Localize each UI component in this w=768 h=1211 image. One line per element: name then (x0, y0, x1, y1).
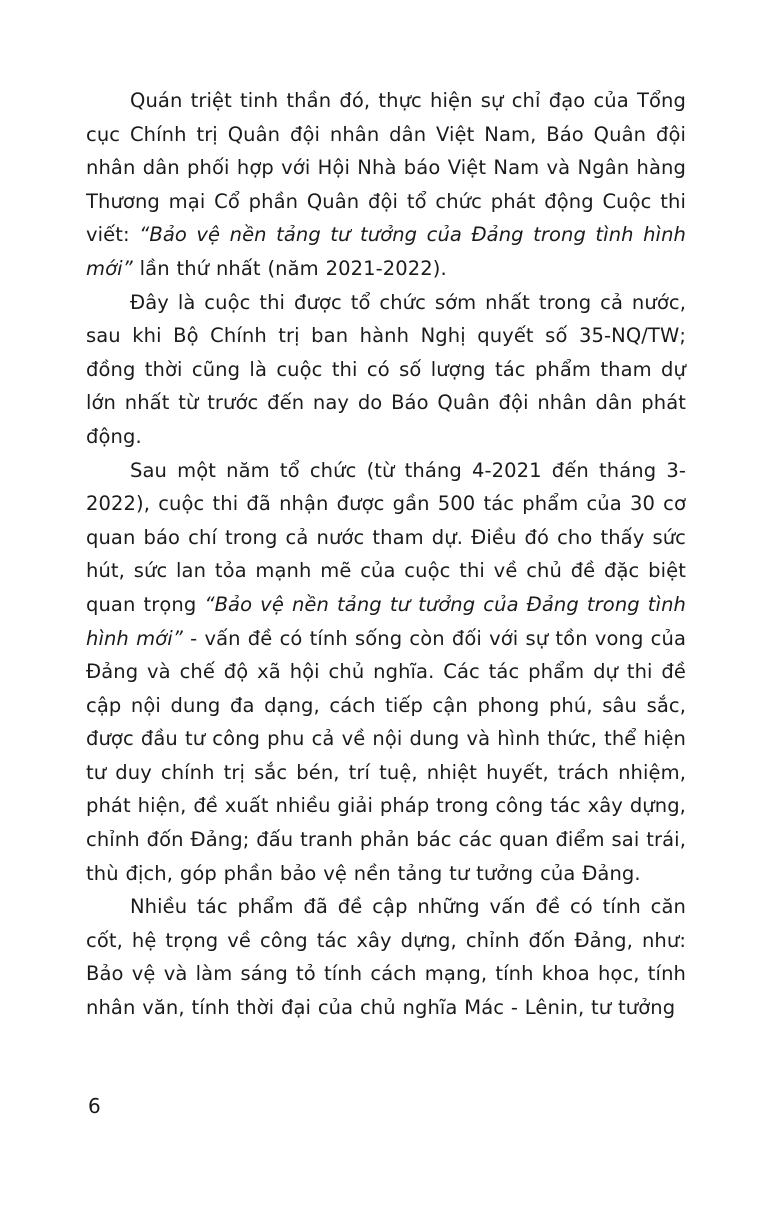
paragraph (86, 890, 686, 1024)
italic-text: “Bảo vệ nền tảng tư tưởng của Đảng trong tình hình mới” (86, 592, 686, 650)
body-text: Sau một năm tổ chức (từ tháng 4-2021 đến tháng 3-2022), cuộc thi đã nhận được gần 500 tác phẩm của 30 cơ quan báo chí trong cả nước tham dự. Điều đó cho thấy sức hút, sức lan tỏa mạnh mẽ của cuộc thi về chủ đề đặc biệt quan trọng (86, 458, 686, 616)
italic-text: “Bảo vệ nền tảng tư tưởng của Đảng trong tình hình mới” (86, 223, 686, 280)
page-text (86, 84, 686, 1025)
paragraph (86, 84, 686, 286)
page-number: 6 (88, 1094, 101, 1118)
paragraph (86, 286, 686, 454)
body-text: lần thứ nhất (năm 2021-2022). (132, 256, 447, 280)
body-text: - vấn đề có tính sống còn đối với sự tồn vong của Đảng và chế độ xã hội chủ nghĩa. Các tác phẩm dự thi đề cập nội dung đa dạng, cách tiếp cận phong phú, sâu sắc, được đầu tư công phu cả về nội dung và hình thức, thể hiện tư duy chính trị sắc bén, trí tuệ, nhiệt huyết, trách nhiệm, phát hiện, đề xuất nhiều giải pháp trong công tác xây dựng, chỉnh đốn Đảng; đấu tranh phản bác các quan điểm sai trái, thù địch, góp phần bảo vệ nền tảng tư tưởng của Đảng. (86, 626, 686, 885)
body-text: Nhiều tác phẩm đã đề cập những vấn đề có tính căn cốt, hệ trọng về công tác xây dựng, chỉnh đốn Đảng, như: Bảo vệ và làm sáng tỏ tính cách mạng, tính khoa học, tính nhân văn, tính thời đại của chủ nghĩa Mác - Lênin, tư tưởng (86, 895, 686, 1020)
body-text: Quán triệt tinh thần đó, thực hiện sự chỉ đạo của Tổng cục Chính trị Quân đội nhân dân Việt Nam, Báo Quân đội nhân dân phối hợp với Hội Nhà báo Việt Nam và Ngân hàng Thương mại Cổ phần Quân đội tổ chức phát động Cuộc thi viết: (86, 89, 686, 247)
paragraph (86, 454, 686, 891)
body-text: Đây là cuộc thi được tổ chức sớm nhất trong cả nước, sau khi Bộ Chính trị ban hành Nghị quyết số 35-NQ/TW; đồng thời cũng là cuộc thi có số lượng tác phẩm tham dự lớn nhất từ trước đến nay do Báo Quân đội nhân dân phát động. (86, 290, 686, 448)
